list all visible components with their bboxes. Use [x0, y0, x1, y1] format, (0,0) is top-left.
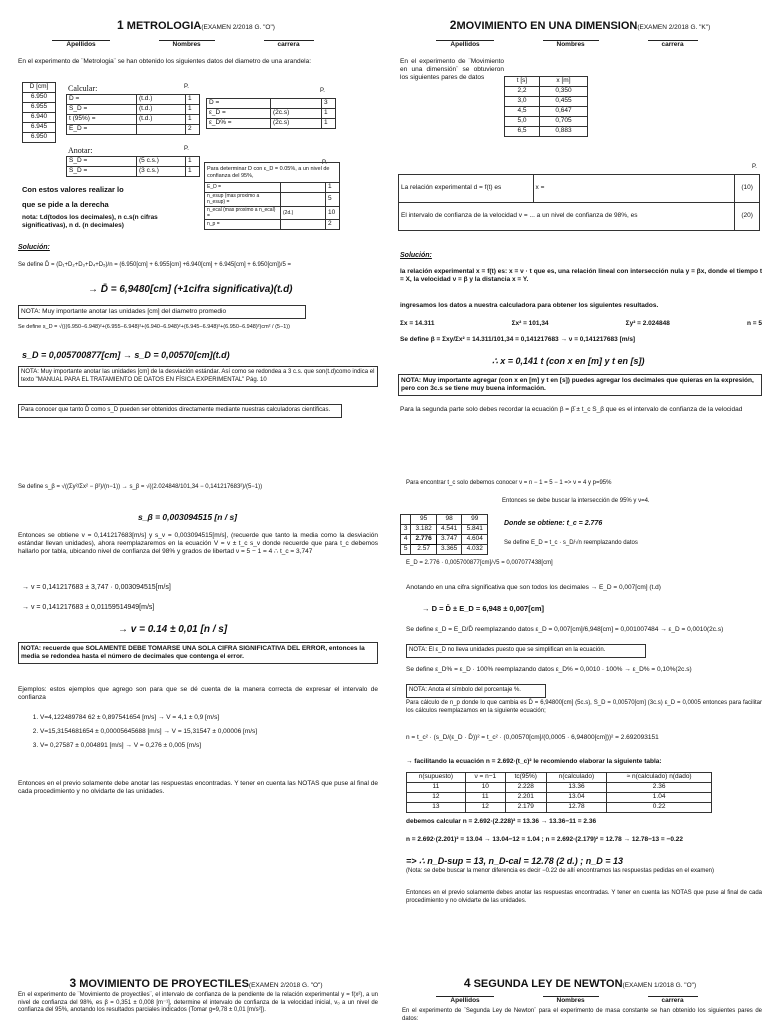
tx-table: t [s] x [m] 2,2 0,350 3,0 0,455 4,5 0,647 5,0 0,705 6,5 0,883	[504, 76, 588, 137]
p-label: P.	[184, 84, 189, 90]
nota-v-box: NOTA: recuerde que SOLAMENTE DEBE TOMARSE UNA SOLA CIFRA SIGNIFICATIVA DEL ERROR, entonces la media se redondea hasta el número de decimales que contenga el error.	[18, 642, 378, 664]
d-result-table: D = 3 ε_D = (2c.s) 1 ε_D% = (2c.s) 1	[206, 98, 336, 129]
define-ed: Se define E_D = t_c · s_D/√n reemplazando datos	[504, 540, 638, 546]
nombres-label: Nombres	[159, 40, 215, 49]
nombres-label: Nombres	[543, 996, 599, 1005]
examples-list	[24, 714, 374, 750]
section-1-title: 1 METROLOGIA(EXAMEN 2/2018 G. "O")	[117, 18, 275, 32]
section-2-title: 2MOVIMIENTO EN UNA DIMENSION(EXAMEN 2/2018 G. "K")	[449, 18, 711, 32]
entonces-text: Entonces se obtiene v = 0,141217683[m/s] y s_v = 0,003094515[m/s], (recuerde que tanto la media como la desviación estándar llevan unidades), ahora reemplazaremos en la ecuación V = v ± t_c s_v donde recuerde que para t_c debemos hallarlo por tabla, ubicando nivel de confianza del 98% y grados de libertad ν = 5 − 1 = 4 ∴ t_c = 3,747	[18, 532, 378, 556]
define-sd-eq: Se define s_D = √(((6.950−6.948)²+(6.955−6.948)²+(6.940−6.948)²+(6.945−6.948)²+(6.950−6.948)²)cm² / (5−1))	[18, 324, 290, 330]
nota-n: (Nota: se debe buscar la menor diferencia es decir −0.22 de allí encontramos las respuestas pedidas en el examen)	[406, 868, 715, 874]
example-item: 1. V=4,122489784 62 ± 0,897541654 [m/s] → V = 4,1 ± 0,9 [m/s]	[40, 714, 374, 722]
ingresamos-text: ingresamos los datos a nuestra calculadora para obtener los siguientes resultados.	[400, 302, 659, 309]
ejemplos-text: Ejemplos: estos ejemplos que agrego son para que se dé cuenta de la manera correcta de expresar el intervalo de confianza	[18, 686, 378, 702]
define-eps-percent: Se define ε_D% = ε_D · 100% reemplazando datos ε_D% = 0,0010 · 100% → ε_D% = 0,10%(2c.s)	[406, 666, 692, 673]
t-student-table: 95 98 99 3 3.182 4.541 5.841 4 2.776 3.747 4.604 5 2.57 3.365 4.032	[400, 514, 488, 555]
apellidos-label: Apellidos	[436, 40, 493, 49]
solucion-label: Solución:	[18, 244, 50, 251]
define-eps: Se define ε_D = E_D/D̄ reemplazando datos ε_D = 0,007[cm]/6,948[cm] = 0,001007484 → ε_D = 0,0010(2c.s)	[406, 626, 724, 633]
example-item: 3. V= 0,27587 ± 0,004891 [m/s] → V = 0,276 ± 0,005 [m/s]	[40, 742, 374, 750]
que-se-pide-text: que se pide a la derecha	[22, 200, 109, 209]
name-fields	[412, 996, 722, 1005]
nota-calc-box: Para conocer que tanto D̄ como s_D pueden ser obtenidos directamente mediante nuestras calculadoras científicas.	[18, 404, 342, 418]
determinar-table: Para determinar D con ε_D = 0.05%, a un nivel de confianza del 95%, E_D = 1 n_esup (mas proximo a n_esup) = 5 n_ecal (mas proximo a n_ecal) = (2d.) 10 n_p = 2	[204, 162, 340, 230]
step-1: → v = 0,141217683 ± 3,747 · 0,003094515[m/s]	[22, 584, 171, 591]
carrera-label: carrera	[264, 40, 314, 49]
section-2-intro: En el experimento de ¨Movimiento en una dimensión¨ se obtuvieron los siguientes pares de datos	[400, 58, 504, 82]
calcular-table: D̄ = (t.d.) 1 S_D = (t.d.) 1 t (95%) = (t.d.) 1 E_D = 2	[66, 94, 200, 135]
d-result: → D = D̄ ± E_D = 6,948 ± 0,007[cm]	[422, 604, 545, 613]
step-2: → v = 0,141217683 ± 0,01159514949[m/s]	[22, 604, 155, 611]
apellidos-label: Apellidos	[52, 40, 109, 49]
intro-text: En el experimento de ¨Metrologia¨ se han obtenido los siguientes datos del diametro de una arandela:	[18, 58, 312, 65]
entonces-final: Entonces en el previo solamente debes anotar las respuestas encontradas. Y tener en cuenta las NOTAS que puse al final de cada procedimiento y no olvidarte de las unidades.	[406, 890, 762, 904]
ed-equation: E_D = 2.776 · 0,005700877[cm]/√5 = 0,007077438[cm]	[406, 560, 553, 566]
sums-row: Σx = 14.311 Σx² = 101,34 Σy² = 2.024848 n = 5	[400, 320, 762, 327]
nota-units-box: NOTA: Muy importante anotar las unidades [cm] del diametro promedio	[18, 305, 306, 319]
para-calculo: Para cálculo de n_p donde lo que cambia es D̄ = 6,94800[cm] (5c.s), S_D = 0,00570[cm] (3c.s) ε_D = 0,0005 entonces para facilitar los cálculos reemplazamos en la siguiente ecuación;	[406, 700, 762, 714]
section-3-intro: En el experimento de ¨Movimiento de proyectiles¨, el intervalo de confianza de la pendiente de la relación experimental y = f(x²), a un nivel de confianza del 98%, es β = 0,351 ± 0,008 [m⁻¹], determine el intervalo de confianza de la velocidad inicial, v₀ a un nivel de confianza del 95%, anotando los resultados parciales indicados (Tomar g=9,78 ± 0,01 [m/s²]).	[18, 992, 378, 1013]
define-sb-eq: Se define s_β = √((Σy²/Σx² − β²)/(n−1)) → s_β = √((2.024848/101,34 − 0,141217683²)/(5−1))	[18, 484, 263, 490]
section-4-intro: En el experimento de ¨Segunda Ley de Newton¨ para el experimento de masa constante se han obtenido los siguientes pares de datos:	[402, 1008, 762, 1022]
rel-exp-table: La relación experimental d = f(t) es x = (10) El intervalo de confianza de la velocidad v = ... a un nivel de confianza de 98%, es (20)	[398, 174, 760, 231]
name-fields	[28, 40, 338, 49]
nota-units-box: NOTA: Muy importante agregar (con x en [m] y t en [s]) puedes agregar los decimales que quieras en la expresión, pero con 3c.s se tiene muy buena información.	[398, 374, 762, 396]
result-d: → D̄ = 6,9480[cm] (+1cifra significativa)(t.d)	[88, 284, 293, 295]
result-v: → v = 0.14 ± 0,01 [n / s]	[118, 624, 228, 635]
define-d-eq: Se define D̄ = (D₁+D₂+D₃+D₄+D₅)/n = (6.950[cm] + 6.955[cm] +6.940[cm] + 6.945[cm] + 6.950[cm])/5 =	[18, 262, 291, 268]
entonces-tabla: Entonces se debe buscar la intersección de 95% y ν=4.	[502, 498, 650, 504]
nota-percent-box: NOTA: Anota el símbolo del porcentaje %.	[406, 684, 546, 698]
facilitando-text: → facilitando la ecuación n = 2.692·(t_c)² le recomiendo elaborar la siguiente tabla:	[406, 758, 662, 765]
anotando-ed: Anotando en una cifra significativa que son todos los decimales → E_D = 0,007[cm] (t.d)	[406, 584, 661, 591]
np-equation: n = t_c² · (s_D/(ε_D · D̄))² = t_c² · (0,00570[cm]/(0,0005 · 6,94800[cm]))² = 2.692093151	[406, 734, 659, 741]
section-4-title: 4 SEGUNDA LEY DE NEWTON(EXAMEN 1/2018 G. "O")	[463, 976, 697, 990]
example-item: 2. V=15,3154681654 ± 0,00005645688 [m/s] → V = 15,31547 ± 0,00006 [m/s]	[40, 728, 374, 736]
carrera-label: carrera	[648, 40, 698, 49]
section-3-title: 3 MOVIMIENTO DE PROYECTILES(EXAMEN 2/2018 G. "O")	[69, 976, 323, 990]
calc-more-text: n = 2.692·(2.201)² = 13.04 → 13.04−12 = 1.04 ; n = 2.692·(2.179)² = 12.78 → 12.78−13 = −0.22	[406, 836, 683, 843]
encontrar-tc: Para encontrar t_c solo debemos conocer ν = n − 1 = 5 − 1 => ν = 4 y p=95%	[406, 480, 612, 486]
nota-td: nota: t.d(todos los decimales), n c.s(n cifras significativas), n d. (n decimales)	[22, 214, 158, 230]
nombres-label: Nombres	[543, 40, 599, 49]
anotar-label: Anotar:	[68, 146, 93, 155]
name-fields	[412, 40, 722, 49]
calcular-label: Calcular:	[68, 84, 98, 93]
np-table: n(supuesto) ν = n−1 tc(95%) n(calculado) ≈ n(calculado) n(dado) 11 10 2.228 13.36 2.36 12 11 2.201 13.04 1.04 13 12 2.179 12.78 0.22	[406, 772, 712, 813]
debemos-text: debemos calcular n = 2.692·(2.228)² = 13.36 → 13.36−11 = 2.36	[406, 818, 597, 825]
solucion-label: Solución:	[400, 252, 432, 259]
define-beta: Se define β = Σxy/Σx² = 14.311/101,34 = 0,141217683 → ν = 0,141217683 [m/s]	[400, 336, 636, 343]
nota-eps-box: NOTA: El ε_D no lleva unidades puesto que se simplifican en la ecuación.	[406, 644, 646, 658]
con-estos-text: Con estos valores realizar lo	[22, 185, 124, 194]
result-sb: s_β = 0,003094515 [n / s]	[138, 512, 238, 522]
result-n: => ∴ n_D-sup = 13, n_D-cal = 12.78 (2 d.) ; n_D = 13	[406, 856, 624, 866]
entonces-final: Entonces en el previo solamente debe anotar las respuestas encontradas. Y tener en cuenta las NOTAS que puse al final de cada procedimiento y no olvidarte de las unidades.	[18, 780, 378, 796]
segunda-parte: Para la segunda parte solo debes recordar la ecuación β = β̄ ± t_c S_β que es el intervalo de confianza de la velocidad	[400, 406, 743, 413]
carrera-label: carrera	[648, 996, 698, 1005]
apellidos-label: Apellidos	[436, 996, 493, 1005]
rel-solution: la relación experimental x = f(t) es: x = ν · t que es, una relación lineal con intersección nula y = βx, donde el tiempo t = X, la velocidad ν = β y la distancia x = Y.	[400, 268, 762, 284]
result-x: ∴ x = 0,141 t (con x en [m] y t en [s])	[492, 356, 645, 366]
tc-obtained: Donde se obtiene: t_c = 2.776	[504, 520, 603, 527]
nota-sd-box: NOTA: Muy importante anotar las unidades [cm] de la desviación estándar. Así como se redondea a 3 c.s. que son(t.d)como indica el texto "MANUAL PARA EL TRATAMIENTO DE DATOS EN FÍSICA EXPERIMENTAL" Pág. 10	[18, 366, 378, 387]
result-sd: s_D = 0,005700877[cm] → s_D = 0,00570[cm](t.d)	[22, 350, 230, 360]
anotar-table: S_D̄ = (5 c.s.) 1 S_D = (3 c.s.) 1	[66, 156, 200, 177]
diameter-table: D [cm] 6.950 6.955 6.940 6.945 6.950	[22, 82, 56, 143]
